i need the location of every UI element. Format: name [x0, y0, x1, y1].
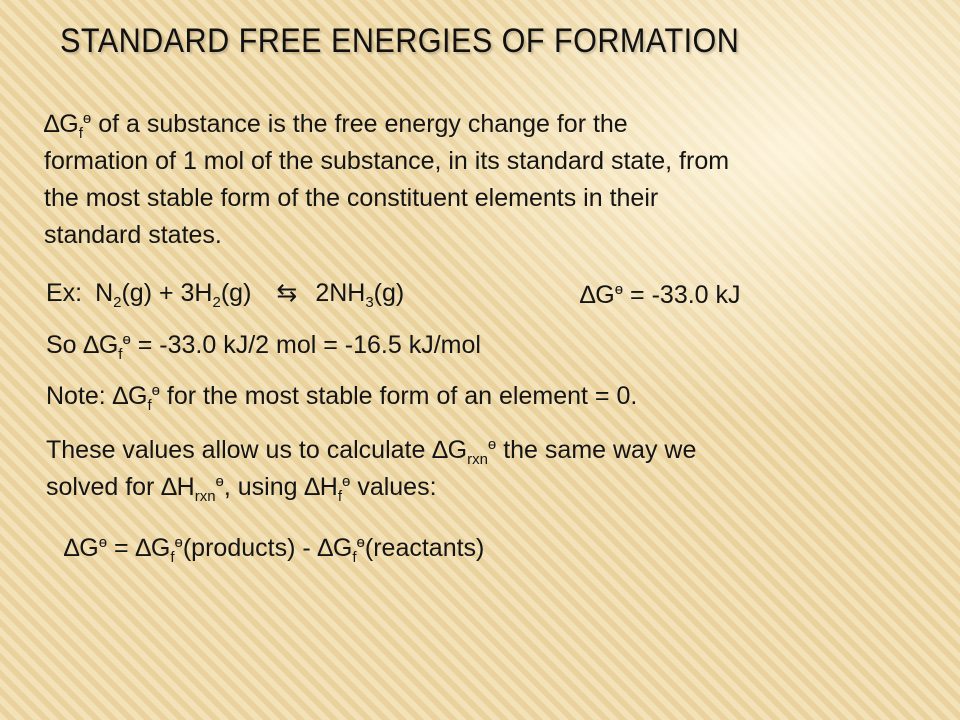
definition-line-1: $\Delta G_f^ө$ of a substance is the free energy change for the: [44, 110, 628, 142]
definition-line-2: formation of 1 mol of the substance, in its standard state, from: [44, 147, 730, 175]
so-line: So $\Delta G_f^ө = -33.0$ kJ/2 mol = -16.5 kJ/mol: [46, 331, 481, 363]
delta-symbol: ∆: [44, 110, 60, 138]
values-line-2: solved for $\Delta H_{rxn}^ө$, using $\Delta H_f^ө$ values:: [46, 473, 437, 505]
free-energy-equation: $\Delta G^ө$ = $\Delta G_f^ө(products)$ - $\Delta G_f^ө(reactants)$: [64, 534, 485, 566]
standard-state-symbol: ө: [82, 110, 92, 127]
definition-paragraph: [44, 106, 934, 254]
values-line-1: These values allow us to calculate $\Delta G_{rxn}^ө$ the same way we: [46, 436, 697, 468]
example-prefix: Ex:: [46, 279, 83, 307]
note-line: Note: $\Delta G_f^ө$ for the most stable form of an element = 0.: [46, 382, 638, 414]
slide-title: STANDARD FREE ENERGIES OF FORMATION: [60, 22, 740, 60]
definition-line-4: standard states.: [44, 221, 222, 249]
example-equation: Ex: $N_2(g) + 3H_2(g)$ ⇆ $2NH_3(g)$: [46, 279, 405, 311]
example-delta-g: $\Delta G^ө = -33.0$ kJ: [580, 281, 741, 309]
definition-line-3: the most stable form of the constituent elements in their: [44, 184, 659, 212]
values-paragraph: [46, 432, 936, 506]
equilibrium-arrows-icon: ⇆: [276, 279, 298, 307]
